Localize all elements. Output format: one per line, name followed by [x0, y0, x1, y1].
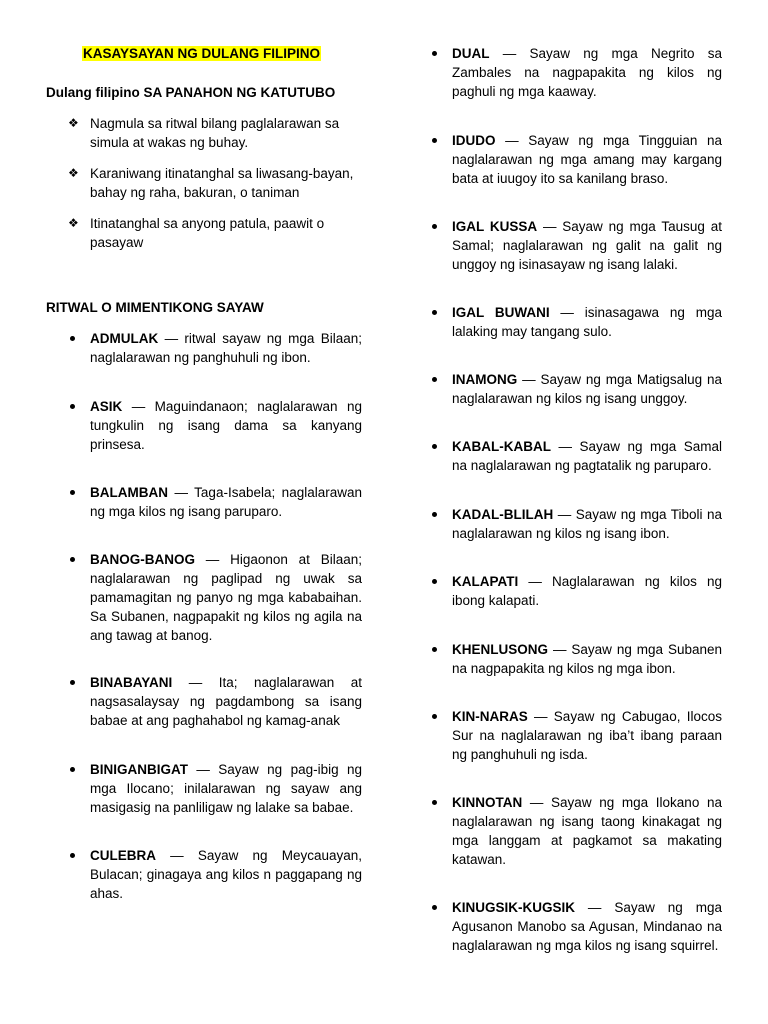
dance-description: — Sayaw ng mga Subanen na nagpapakita ng kilos ng mga ibon. [452, 642, 722, 676]
dance-name: BINIGANBIGAT [90, 762, 188, 777]
bullet-dot-icon [432, 714, 437, 719]
dance-description: — Maguindanaon; naglalarawan ng tungkulin ng isang dama sa kanyang prinsesa. [90, 399, 362, 452]
bullet-dot-icon [70, 557, 75, 562]
bullet-dot-icon [70, 336, 75, 341]
point-text: Karaniwang itinatanghal sa liwasang-bayan, bahay ng raha, bakuran, o taniman [90, 166, 354, 200]
list-item [430, 505, 722, 543]
dance-description: — Sayaw ng mga Tingguian na naglalarawan ng mga amang may kargang bata at iuugoy ito sa kanilang braso. [452, 133, 722, 186]
dance-name: KINNOTAN [452, 795, 523, 810]
dance-name: CULEBRA [90, 848, 156, 863]
list-item [68, 329, 362, 367]
section-heading-ritwal: RITWAL O MIMENTIKONG SAYAW [46, 300, 264, 315]
dance-description: — Sayaw ng mga Negrito sa Zambales na nagpapakita ng kilos ng paghuli ng mga kaaway. [452, 46, 722, 99]
dance-name: BALAMBAN [90, 485, 168, 500]
dance-description: — Ita; naglalarawan at nagsasalaysay ng pagdambong sa isang babae at ang paghahabol ng kamag-anak [90, 675, 362, 728]
document-title-text: KASAYSAYAN NG DULANG FILIPINO [83, 46, 321, 61]
dance-name: DUAL [452, 46, 490, 61]
bullet-dot-icon [432, 224, 437, 229]
dance-name: ASIK [90, 399, 123, 414]
list-item [430, 640, 722, 678]
dance-name: IGAL BUWANI [452, 305, 550, 320]
list-item [430, 898, 722, 955]
dance-name: ADMULAK [90, 331, 159, 346]
list-item [430, 217, 722, 274]
dance-name: INAMONG [452, 372, 518, 387]
bullet-dot-icon [432, 905, 437, 910]
dance-name: IGAL KUSSA [452, 219, 538, 234]
dance-description: — Naglalarawan ng kilos ng ibong kalapati. [452, 574, 722, 608]
dance-name: KHENLUSONG [452, 642, 549, 657]
bullet-dot-icon [432, 579, 437, 584]
list-item [68, 483, 362, 521]
list-item [68, 846, 362, 903]
dance-name: KABAL-KABAL [452, 439, 551, 454]
bullet-dot-icon [432, 800, 437, 805]
bullet-dot-icon [70, 404, 75, 409]
bullet-dot-icon [70, 680, 75, 685]
diamond-bullet-icon: ❖ [68, 216, 79, 230]
bullet-dot-icon [432, 310, 437, 315]
bullet-dot-icon [70, 853, 75, 858]
point-text: Nagmula sa ritwal bilang paglalarawan sa simula at wakas ng buhay. [90, 116, 340, 150]
list-item [430, 44, 722, 101]
bullet-dot-icon [70, 490, 75, 495]
diamond-bullet-icon: ❖ [68, 166, 79, 180]
section-heading-katutubo: Dulang filipino SA PANAHON NG KATUTUBO [46, 85, 336, 100]
list-item [68, 214, 362, 252]
dance-name: KINUGSIK-KUGSIK [452, 900, 576, 915]
katutubo-points-list [68, 114, 362, 264]
bullet-dot-icon [432, 444, 437, 449]
list-item [68, 164, 362, 202]
list-item [430, 793, 722, 869]
dance-description: — Sayaw ng Meycauayan, Bulacan; ginagaya ang kilos n paggapang ng ahas. [90, 848, 362, 901]
list-item [430, 303, 722, 341]
dance-description: — Taga-Isabela; naglalarawan ng mga kilos ng isang paruparo. [90, 485, 362, 519]
dance-name: KALAPATI [452, 574, 519, 589]
list-item [68, 114, 362, 152]
bullet-dot-icon [432, 647, 437, 652]
list-item [430, 370, 722, 408]
list-item [430, 437, 722, 475]
dance-description: — Sayaw ng mga Tiboli na naglalarawan ng kilos ng isang ibon. [452, 507, 722, 541]
bullet-dot-icon [432, 51, 437, 56]
list-item [68, 397, 362, 454]
dance-description: — isinasagawa ng mga lalaking may tangang sulo. [452, 305, 723, 339]
dance-description: — Higaonon at Bilaan; naglalarawan ng paglipad ng uwak sa pamamagitan ng panyo ng mga kababaihan. Sa Subanen, nagpapakit ng kilos ng agila na ang tawag at banog. [90, 552, 362, 643]
list-item [68, 550, 362, 645]
list-item [68, 673, 362, 730]
dance-description: — Sayaw ng mga Samal na naglalarawan ng pagtatalik ng paruparo. [452, 439, 722, 473]
dance-description: — Sayaw ng pag-ibig ng mga Ilocano; inilalarawan ng sayaw ang masigasig na panliligaw ng lalake sa babae. [90, 762, 362, 815]
dance-description: — Sayaw ng mga Matigsalug na naglalarawan ng kilos ng isang unggoy. [452, 372, 722, 406]
list-item [430, 707, 722, 764]
dance-name: BANOG-BANOG [90, 552, 195, 567]
bullet-dot-icon [432, 512, 437, 517]
dance-name: IDUDO [452, 133, 496, 148]
dance-description: — ritwal sayaw ng mga Bilaan; naglalarawan ng panghuhuli ng ibon. [90, 331, 362, 365]
list-item [68, 760, 362, 817]
list-item [430, 572, 722, 610]
dance-description: — Sayaw ng Cabugao, Ilocos Sur na naglalarawan ng iba’t ibang paraan ng panghuhuli ng isda. [452, 709, 722, 762]
bullet-dot-icon [432, 377, 437, 382]
list-item [430, 131, 722, 188]
dance-name: KIN-NARAS [452, 709, 528, 724]
dance-description: — Sayaw ng mga Tausug at Samal; naglalarawan ng galit na galit ng unggoy ng isinasayaw ng isang lalaki. [452, 219, 722, 272]
dance-description: — Sayaw ng mga Ilokano na naglalarawan ng isang taong kinakagat ng mga langgam at pagkamot sa makating katawan. [452, 795, 722, 867]
dance-description: — Sayaw ng mga Agusanon Manobo sa Agusan, Mindanao na naglalarawan ng mga kilos ng isang squirrel. [452, 900, 722, 953]
document-title [82, 44, 321, 63]
point-text: Itinatanghal sa anyong patula, paawit o pasayaw [90, 216, 325, 250]
bullet-dot-icon [432, 138, 437, 143]
bullet-dot-icon [70, 767, 75, 772]
dance-name: BINABAYANI [90, 675, 173, 690]
dance-name: KADAL-BLILAH [452, 507, 554, 522]
diamond-bullet-icon: ❖ [68, 116, 79, 130]
